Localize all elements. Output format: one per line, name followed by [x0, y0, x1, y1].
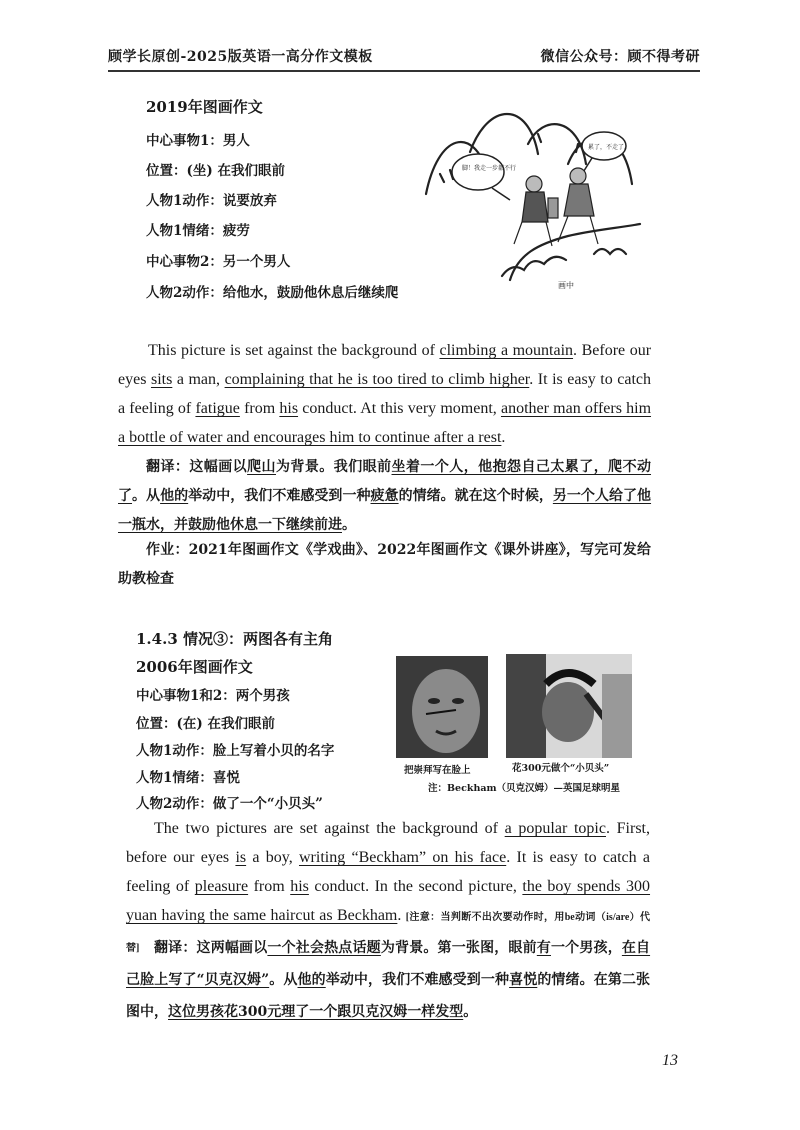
text-run: 。从	[269, 972, 298, 988]
fact-item: 人物2动作：给他水，鼓励他休息后继续爬	[146, 285, 399, 301]
translation-2006	[126, 932, 650, 1028]
text-run: . It is easy to catch a feeling of	[118, 371, 651, 417]
underlined-phrase: 喜悦	[509, 972, 538, 988]
text-run: . First, before our eyes	[126, 820, 651, 866]
speech-bubble-right: 累了，不走了。	[588, 144, 631, 151]
underlined-phrase: 另一个人给了他一瓶水，并鼓励他休息一下继续前进	[118, 488, 652, 533]
underlined-phrase: 疲惫	[370, 488, 399, 504]
underlined-phrase: his	[290, 878, 309, 895]
text-run: 。	[463, 1004, 478, 1020]
underlined-phrase: writing “Beckham” on his face	[298, 849, 507, 866]
haircut-photo-graphic	[506, 654, 632, 758]
homework-note: 作业：2021年图画作文《学戏曲》、2022年图画作文《课外讲座》，写完可发给助教检查	[118, 542, 651, 587]
fact-item: 位置：(在) 在我们眼前	[136, 716, 275, 732]
fact-item: 人物1情绪：疲劳	[146, 223, 250, 239]
text-run: a boy,	[246, 849, 299, 866]
text-run: The two pictures are set against the background of	[154, 820, 505, 837]
underlined-phrase: 有	[536, 940, 551, 956]
underlined-phrase: 在自己脸上写了“贝克汉姆”	[126, 940, 651, 988]
photo-caption-left: 把崇拜写在脸上	[404, 765, 471, 776]
text-run: 翻译：这两幅画以	[154, 940, 268, 956]
fact-item: 中心事物2：另一个男人	[146, 254, 291, 270]
section-2006-title: 2006年图画作文	[136, 658, 253, 676]
text-run: .	[501, 429, 506, 446]
mountain-climbers-illustration	[418, 104, 650, 294]
underlined-phrase: climbing a mountain	[439, 342, 574, 359]
fact-item: 中心事物1：男人	[146, 133, 250, 149]
paragraph-2019	[118, 336, 651, 452]
text-run: conduct. At this very moment,	[298, 400, 501, 417]
text-run: This picture is set against the background of	[148, 342, 440, 359]
text-run: from	[248, 878, 291, 895]
text-run: 的情绪。在第二张图中，	[126, 972, 651, 1020]
text-run: 。	[342, 517, 356, 533]
underlined-phrase: the boy spends 300 yuan having the same haircut as Beckham	[126, 878, 651, 924]
fact-item: 人物1动作：说要放弃	[146, 193, 277, 209]
fact-item: 人物1动作：脸上写着小贝的名字	[136, 743, 335, 759]
underlined-phrase: 坐着一个人，他抱怨自己太累了，爬不动了	[118, 459, 652, 504]
header-title: 顾学长原创-2025版英语一高分作文模板	[108, 49, 373, 65]
face-photo-graphic	[396, 656, 488, 758]
underlined-phrase: 爬山	[247, 459, 276, 475]
underlined-phrase: 他的	[160, 488, 189, 504]
cartoon-caption: 画中	[558, 281, 574, 290]
text-run: 翻译：这幅画以	[146, 459, 248, 475]
underlined-phrase: 他的	[297, 972, 326, 988]
underlined-phrase: sits	[150, 371, 173, 388]
photo-face-writing	[396, 656, 488, 758]
text-run: 。从	[132, 488, 161, 504]
fact-item: 人物2动作：做了一个“小贝头”	[136, 796, 323, 812]
text-run: from	[239, 400, 280, 417]
speech-bubble-left: 脚！我走一步都不行	[462, 165, 517, 172]
underlined-phrase: 这位男孩花300元理了一个跟贝克汉姆一样发型	[168, 1004, 464, 1020]
text-run: 举动中，我们不难感受到一种	[188, 488, 371, 504]
photo-note: 注：Beckham（贝克汉姆）—英国足球明星	[428, 783, 621, 794]
underlined-phrase: 一个社会热点话题	[267, 940, 381, 956]
text-run: 的情绪。就在这个时候，	[398, 488, 553, 504]
translation-2019	[118, 453, 651, 540]
text-run: conduct. In the second picture,	[308, 878, 523, 895]
text-run: 为背景。我们眼前	[275, 459, 392, 475]
underlined-phrase: is	[235, 849, 247, 866]
section-heading: 1.4.3 情况③：两图各有主角	[136, 630, 333, 648]
fact-item: 中心事物1和2：两个男孩	[136, 688, 290, 704]
mountain-cartoon	[418, 104, 650, 294]
text-run: .	[397, 907, 402, 924]
text-run: 举动中，我们不难感受到一种	[325, 972, 510, 988]
fact-item: 位置：(坐) 在我们眼前	[146, 163, 285, 179]
section-2019-title: 2019年图画作文	[146, 98, 263, 116]
page-number: 13	[662, 1052, 678, 1069]
text-run: . Before our eyes	[118, 342, 652, 388]
photo-haircut	[506, 654, 632, 758]
text-run: . It is easy to catch a feeling of	[126, 849, 651, 895]
header-rule	[108, 70, 700, 72]
header-wechat: 微信公众号：顾不得考研	[540, 49, 700, 65]
underlined-phrase: pleasure	[194, 878, 249, 895]
grammar-note: [注意：当判断不出次要动作时，用be动词（is/are）代替]	[126, 912, 650, 954]
underlined-phrase: a popular topic	[504, 820, 606, 837]
underlined-phrase: his	[279, 400, 299, 417]
underlined-phrase: another man offers him a bottle of water and encourages him to continue after a rest	[118, 400, 652, 446]
underlined-phrase: complaining that he is too tired to climb higher	[224, 371, 530, 388]
photo-caption-right: 花300元做个“小贝头”	[512, 763, 610, 774]
text-run: 为背景。第一张图，眼前	[380, 940, 537, 956]
text-run: a man,	[172, 371, 225, 388]
fact-item: 人物1情绪：喜悦	[136, 770, 240, 786]
text-run: 一个男孩，	[550, 940, 622, 956]
underlined-phrase: fatigue	[195, 400, 240, 417]
